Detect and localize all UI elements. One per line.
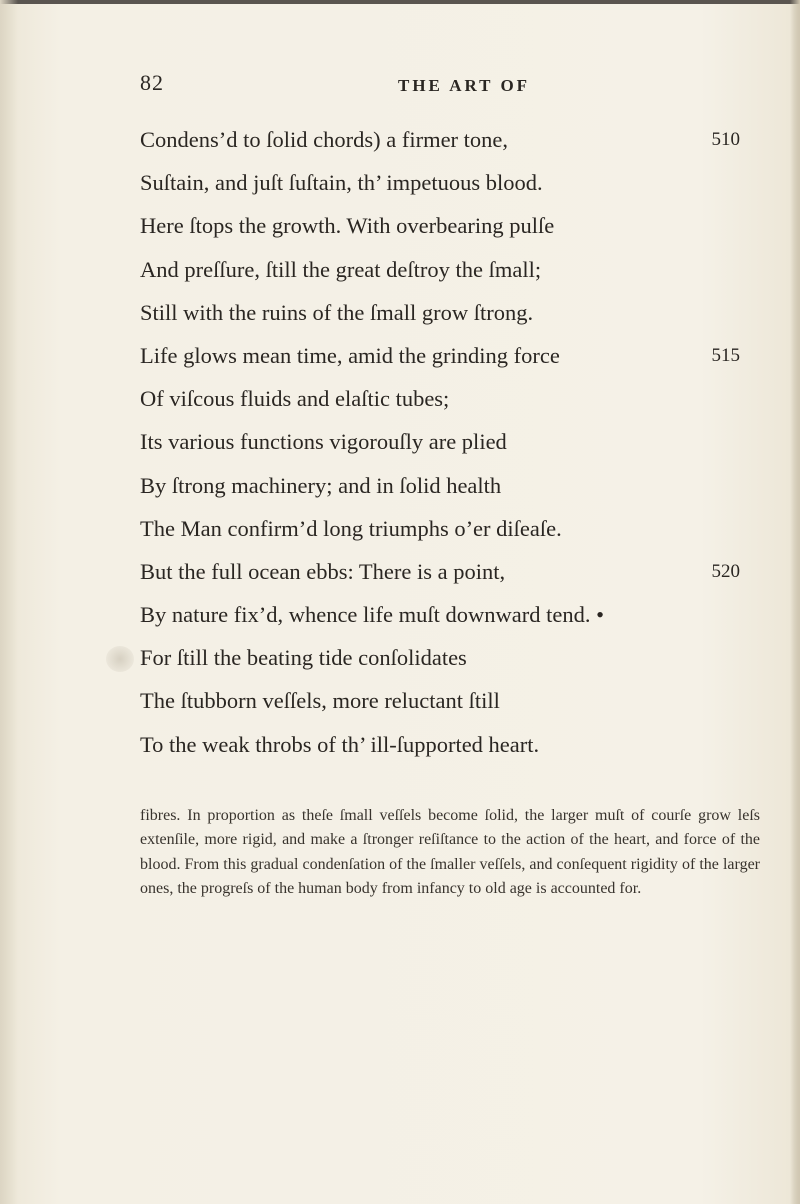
verse-line-text: Condens’d to ſolid chords) a firmer tone, [140,127,509,152]
verse-line [140,377,740,420]
verse-line-text: For ſtill the beating tide conſolidates [140,645,467,671]
verse-line [140,507,740,550]
line-number: 515 [711,344,740,366]
verse-block [140,118,740,766]
verse-line-text: Here ſtops the growth. With overbearing pulſe [140,213,555,239]
running-head-title: THE ART OF [398,76,531,95]
verse-line-text: By ſtrong machinery; and in ſolid health [140,472,502,498]
verse-line [140,464,740,507]
verse-line-text: Of viſcous fluids and elaſtic tubes; [140,386,450,412]
running-head [140,70,700,110]
page-right-edge [790,0,800,1204]
verse-line-text: Life glows mean time, amid the grinding force [140,342,560,368]
verse-line-text: But the full ocean ebbs: There is a point, [140,558,506,584]
verse-line-text: By nature fix’d, whence life muſt downward tend. • [140,602,604,628]
verse-line [140,248,740,291]
binding-shadow [0,0,18,1204]
verse-line [140,550,740,593]
line-number: 520 [711,560,740,582]
verse-line-text: The Man confirm’d long triumphs o’er diſeaſe. [140,515,562,541]
ink-blot [106,646,134,672]
verse-line [140,118,740,161]
verse-line-text: The ſtubborn veſſels, more reluctant ſtill [140,688,500,714]
verse-line [140,334,740,377]
verse-line-text: And preſſure, ſtill the great deſtroy the ſmall; [140,256,542,282]
verse-line-text: Still with the ruins of the ſmall grow ſtrong. [140,299,534,325]
verse-line [140,679,740,722]
verse-line [140,204,740,247]
verse-line [140,161,740,204]
verse-line [140,723,740,766]
verse-line [140,420,740,463]
verse-line [140,291,740,334]
page-number: 82 [140,70,164,95]
verse-line [140,636,740,679]
footnote: fibres. In proportion as theſe ſmall veſſels become ſolid, the larger muſt of courſe grow leſs extenſile, more rigid, and make a ſtronger reſiſtance to the action of the heart, and force of the blood. From this gradual condenſation of the ſmaller veſſels, and conſequent rigidity of the larger ones, the progreſs of the human body from infancy to old age is accounted for. [140,807,760,898]
line-number: 510 [711,129,740,150]
verse-line-text: To the weak throbs of th’ ill-ſupported heart. [140,731,540,757]
verse-line-text: Its various functions vigorouſly are plied [140,429,507,455]
verse-line-text: Suſtain, and juſt ſuſtain, th’ impetuous blood. [140,170,543,196]
verse-line [140,593,740,636]
page-top-edge [0,0,800,4]
